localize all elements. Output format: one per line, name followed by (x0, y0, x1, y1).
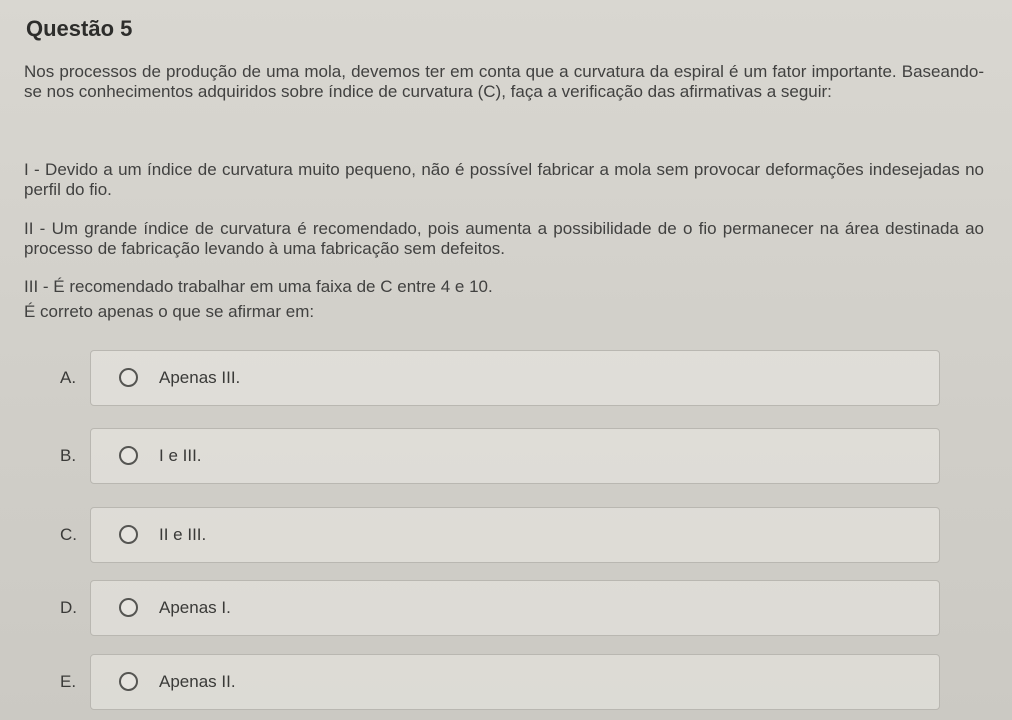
option-letter: A. (60, 368, 77, 387)
option-label: Apenas II. (159, 672, 236, 691)
option-box[interactable] (90, 580, 940, 636)
option-box[interactable] (90, 428, 940, 484)
option-box[interactable] (90, 507, 940, 563)
option-letter: D. (60, 598, 77, 617)
option-label: Apenas III. (159, 368, 241, 387)
option-e[interactable] (60, 654, 940, 710)
option-b[interactable] (60, 428, 940, 484)
option-d[interactable] (60, 580, 940, 636)
question-intro: Nos processos de produção de uma mola, devemos ter em conta que a curvatura da espiral é um fator importante. Baseando-se nos conhecimentos adquiridos sobre índice de curvatura (C), faça a verificação das afirmativas a seguir: (24, 62, 984, 101)
radio-button[interactable] (119, 672, 138, 691)
option-label: II e III. (159, 525, 207, 544)
question-prompt: É correto apenas o que se afirmar em: (24, 302, 315, 321)
statement-iii: III - É recomendado trabalhar em uma faixa de C entre 4 e 10. (24, 277, 493, 296)
radio-button[interactable] (119, 598, 138, 617)
option-label: Apenas I. (159, 598, 231, 617)
statement-ii: II - Um grande índice de curvatura é recomendado, pois aumenta a possibilidade de o fio permanecer na área destinada ao processo de fabricação levando à uma fabricação sem defeitos. (24, 219, 984, 258)
radio-button[interactable] (119, 525, 138, 544)
option-label: I e III. (159, 446, 202, 465)
radio-button[interactable] (119, 446, 138, 465)
option-c[interactable] (60, 507, 940, 563)
statement-i: I - Devido a um índice de curvatura muito pequeno, não é possível fabricar a mola sem provocar deformações indesejadas no perfil do fio. (24, 160, 984, 199)
option-letter: B. (60, 446, 77, 465)
radio-button[interactable] (119, 368, 138, 387)
option-box[interactable] (90, 654, 940, 710)
question-title: Questão 5 (26, 16, 133, 41)
option-letter: C. (60, 525, 77, 544)
option-a[interactable] (60, 350, 940, 406)
option-letter: E. (60, 672, 77, 691)
option-box[interactable] (90, 350, 940, 406)
